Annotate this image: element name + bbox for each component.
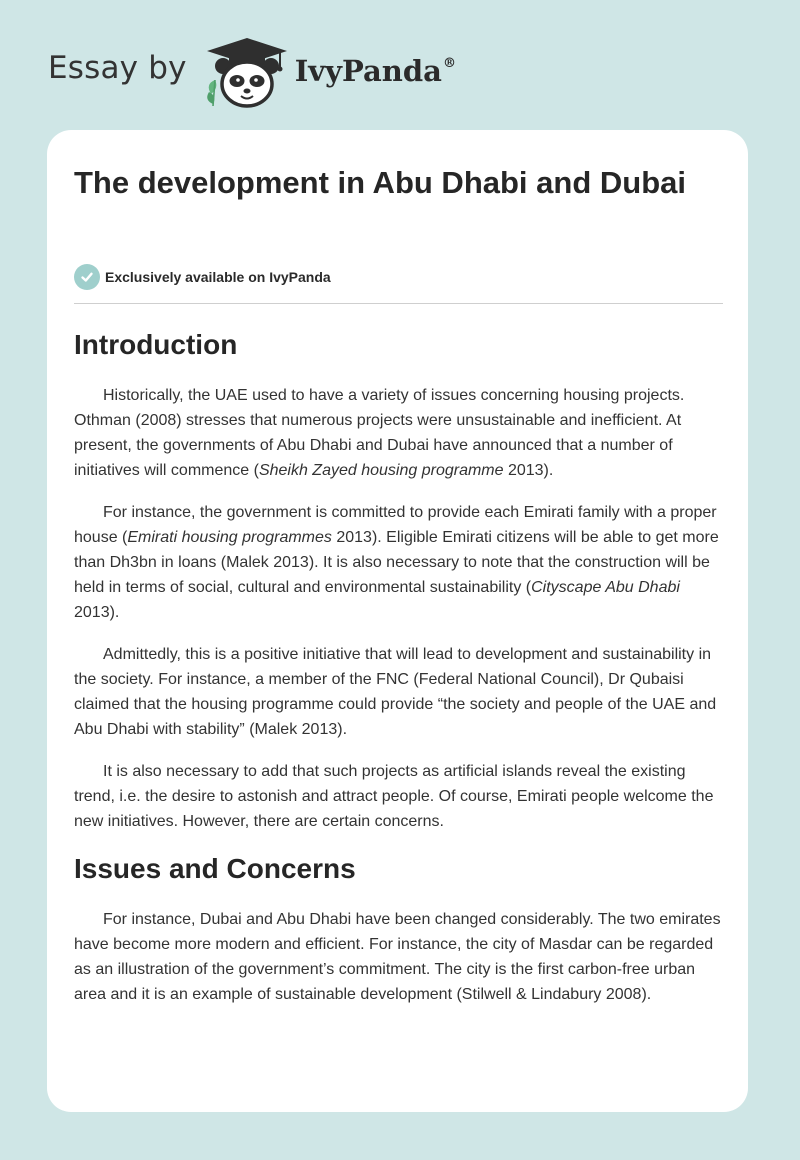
exclusive-badge (74, 264, 331, 290)
paragraph-text: Historically, the UAE used to have a variety of issues concerning housing projects. Othman (2008) stresses that numerous projects were unsustainable and inefficient. At present, the governments of Abu Dhabi and Dubai have announced that a number of initiatives will commence ( (74, 387, 685, 479)
essay-title: The development in Abu Dhabi and Dubai (74, 165, 686, 200)
paragraph-text: 2013). (74, 604, 120, 621)
essay-paragraph (74, 642, 725, 742)
essay-card (47, 130, 748, 1112)
essay-paragraph (74, 759, 725, 834)
section-heading: Issues and Concerns (74, 853, 356, 884)
essay-paragraph (74, 383, 725, 483)
cited-title: Emirati housing programmes (127, 529, 332, 546)
trademark-symbol: ® (442, 56, 456, 71)
essay-paragraph (74, 500, 725, 625)
paragraph-text: For instance, the government is committed to provide each Emirati family with a proper house ( (74, 504, 717, 546)
site-header (48, 36, 456, 108)
paragraph-text: It is also necessary to add that such projects as artificial islands reveal the existing trend, i.e. the desire to astonish and attract people. Of course, Emirati people welcome the new initiatives. However, there are certain concerns. (74, 763, 714, 830)
title-divider (74, 303, 723, 304)
check-circle-icon (74, 264, 100, 290)
brand-text: IvyPanda (294, 54, 442, 88)
essay-body (74, 320, 725, 1017)
paragraph-text: For instance, Dubai and Abu Dhabi have been changed considerably. The two emirates have become more modern and efficient. For instance, the city of Masdar can be regarded as an illustration of the government’s commitment. The city is the first carbon-free urban area and it is an example of sustainable development (Stilwell & Lindabury 2008). (74, 911, 721, 1003)
paragraph-text: 2013). Eligible Emirati citizens will be able to get more than Dh3bn in loans (Malek 2013). It is also necessary to note that the construction will be held in terms of social, cultural and environmental sustainability ( (74, 529, 719, 596)
section-heading: Introduction (74, 329, 238, 360)
cited-title: Cityscape Abu Dhabi (531, 579, 680, 596)
paragraph-text: 2013). (503, 462, 554, 479)
brand-name[interactable] (295, 54, 456, 88)
panda-logo-icon[interactable] (201, 36, 293, 108)
essay-paragraph (74, 907, 725, 1007)
paragraph-text: Admittedly, this is a positive initiative that will lead to development and sustainability in the society. For instance, a member of the FNC (Federal National Council), Dr Qubaisi claimed that the housing programme could provide “the society and people of the UAE and Abu Dhabi with stability” (Malek 2013). (74, 646, 717, 738)
essay-by-label: Essay by (48, 50, 187, 86)
cited-title: Sheikh Zayed housing programme (258, 462, 504, 479)
exclusive-badge-text: Exclusively available on IvyPanda (105, 269, 331, 285)
